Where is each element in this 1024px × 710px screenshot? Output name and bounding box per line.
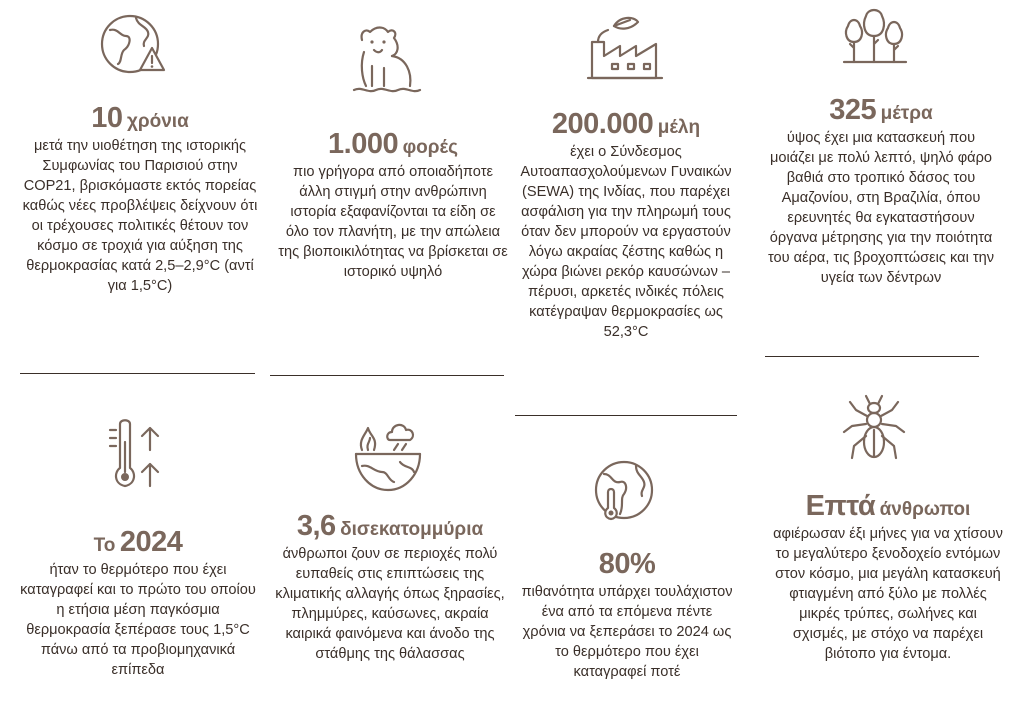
climate-globe-icon bbox=[348, 414, 428, 496]
stat-card-insect-hotel bbox=[770, 492, 1006, 664]
globe-thermometer-icon bbox=[584, 456, 664, 526]
globe-warning-icon bbox=[96, 8, 176, 80]
stat-unit: μέτρα bbox=[880, 103, 933, 124]
insect-icon bbox=[836, 388, 912, 464]
stat-unit: χρόνια bbox=[126, 111, 189, 132]
stat-description: πιθανότητα υπάρχει τουλάχιστον ένα από τα επόμενα πέντε χρόνια να ξεπεράσει το 2024 ως το θερμότερο που έχει καταγραφεί ποτέ bbox=[521, 584, 733, 680]
stat-headline bbox=[278, 130, 508, 159]
stat-headline bbox=[766, 96, 996, 125]
stat-number: 200.000 bbox=[551, 108, 654, 140]
stat-card-paris bbox=[22, 104, 258, 296]
stat-headline bbox=[510, 110, 742, 139]
stat-number: 1.000 bbox=[328, 128, 399, 160]
stat-card-vulnerable bbox=[268, 512, 512, 664]
divider bbox=[765, 356, 979, 357]
thermometer-rising-icon bbox=[98, 414, 178, 494]
stat-headline bbox=[268, 512, 512, 541]
stat-card-probability bbox=[520, 550, 734, 682]
stat-headline bbox=[22, 104, 258, 133]
stat-unit: φορές bbox=[402, 137, 458, 158]
divider bbox=[20, 373, 255, 374]
stat-unit: δισεκατομμύρια bbox=[340, 519, 484, 540]
stat-prefix: Το bbox=[93, 535, 116, 556]
stat-number: 2024 bbox=[119, 526, 183, 558]
divider bbox=[270, 375, 504, 376]
stat-description: ύψος έχει μια κατασκευή που μοιάζει με πολύ λεπτό, ψηλό φάρο βαθιά στο τροπικό δάσος του Αμαζονίου, στη Βραζιλία, όπου ερευνητές θα εγκαταστήσουν όργανα μέτρησης για την ποιότητα του αέρα, τις βροχοπτώσεις και την υγεία των δέντρων bbox=[767, 130, 995, 286]
stat-description: αφιέρωσαν έξι μήνες για να χτίσουν το μεγαλύτερο ξενοδοχείο εντόμων στον κόσμο, μια μεγάλη κατασκευή φτιαγμένη από ξύλο με πολλές μικρές τρύπες, σωλήνες και σχισμές, με στόχο να παρέχει βιότοπο για έντομα. bbox=[773, 526, 1003, 662]
stat-card-sewa bbox=[510, 110, 742, 342]
stat-description: μετά την υιοθέτηση της ιστορικής Συμφωνίας του Παρισιού στην COP21, βρισκόμαστε εκτός πορείας καθώς νέες προβλέψεις δείχνουν ότι οι τρέχουσες πολιτικές θέτουν τον κόσμο σε τροχιά για αύξηση της θερμοκρασίας κατά 2,5–2,9°C (αντί για 1,5°C) bbox=[22, 138, 258, 294]
stat-description: άνθρωποι ζουν σε περιοχές πολύ ευπαθείς στις επιπτώσεις της κλιματικής αλλαγής όπως ξηρασίες, πλημμύρες, καύσωνες, ακραία καιρικά φαινόμενα και άνοδο της στάθμης της θάλασσας bbox=[275, 546, 505, 662]
stat-description: πιο γρήγορα από οποιαδήποτε άλλη στιγμή στην ανθρώπινη ιστορία εξαφανίζονται τα είδη σε όλο τον πλανήτη, με την απώλεια της βιοποικιλότητας να βρίσκεται σε ιστορικό υψηλό bbox=[278, 164, 508, 280]
stat-unit: μέλη bbox=[657, 117, 701, 138]
stat-card-hottest bbox=[18, 528, 258, 680]
stat-headline bbox=[18, 528, 258, 557]
stat-number: 3,6 bbox=[296, 510, 336, 542]
stat-description: ήταν το θερμότερο που έχει καταγραφεί και το πρώτο του οποίου η ετήσια μέση παγκόσμια θερμοκρασία ξεπέρασε τους 1,5°C πάνω από τα προβιομηχανικά επίπεδα bbox=[20, 562, 256, 678]
trees-icon bbox=[840, 6, 910, 68]
stat-number: 325 bbox=[829, 94, 877, 126]
divider bbox=[515, 415, 737, 416]
factory-leaf-icon bbox=[584, 12, 666, 84]
stat-unit: άνθρωποι bbox=[879, 499, 971, 520]
polar-bear-icon bbox=[348, 18, 424, 106]
stat-card-extinction bbox=[278, 130, 508, 282]
stat-card-amazon bbox=[766, 96, 996, 288]
stat-number: 10 bbox=[91, 102, 123, 134]
stat-description: έχει ο Σύνδεσμος Αυτοαπασχολούμενων Γυναικών (SEWA) της Ινδίας, που παρέχει ασφάλιση για την πληρωμή τους όταν δεν μπορούν να εργαστούν λόγω ακραίας ζέστης καθώς η χώρα βιώνει ρεκόρ καυσώνων – πέρυσι, αρκετές ινδικές πόλεις κατέγραψαν θερμοκρασίες ως 52,3°C bbox=[520, 144, 732, 340]
stat-number: Επτά bbox=[805, 490, 876, 522]
stat-headline bbox=[520, 550, 734, 579]
stat-headline bbox=[770, 492, 1006, 521]
stat-number: 80% bbox=[598, 548, 656, 580]
